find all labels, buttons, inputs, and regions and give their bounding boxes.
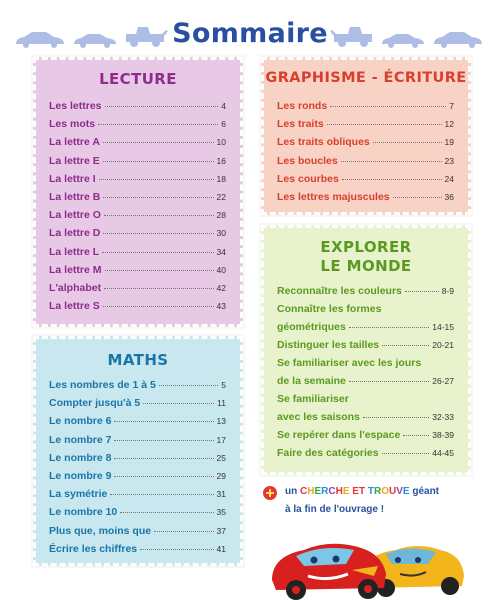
cherche-letter: C xyxy=(328,486,336,497)
lecture-section xyxy=(33,57,243,327)
lecture-entry-label: La lettre E xyxy=(49,154,100,167)
leader-dots xyxy=(327,124,442,125)
maths-entry-page: 41 xyxy=(216,543,226,554)
trouve-letter: E xyxy=(402,486,410,497)
leader-dots xyxy=(99,179,214,180)
lecture-entry-label: La lettre L xyxy=(49,245,100,258)
leader-dots xyxy=(403,435,429,436)
lecture-entry-page: 18 xyxy=(216,173,226,184)
leader-dots xyxy=(103,197,213,198)
graphisme-entry xyxy=(277,136,454,154)
maths-entry-label: Compter jusqu'à 5 xyxy=(49,397,141,410)
lecture-entry xyxy=(49,100,226,118)
cherche-word xyxy=(300,486,350,497)
trouve-letter: R xyxy=(373,486,382,497)
lecture-entry-page: 34 xyxy=(216,246,226,257)
maths-entry-label: Le nombre 6 xyxy=(49,415,112,428)
graphisme-entry xyxy=(277,155,454,173)
lecture-entry xyxy=(49,264,226,282)
lecture-entry-label: La lettre O xyxy=(49,209,101,222)
trouve-letter: O xyxy=(381,486,389,497)
lecture-entry-page: 30 xyxy=(216,228,226,239)
header xyxy=(0,8,500,56)
maths-entry-page: 11 xyxy=(217,398,226,409)
explorer-entry-page: 32-33 xyxy=(432,412,454,422)
maths-entry-page: 31 xyxy=(216,489,226,500)
explorer-section xyxy=(261,225,471,475)
explorer-entry-page: 14-15 xyxy=(432,322,454,332)
lecture-entry-label: Les mots xyxy=(49,118,96,131)
leader-dots xyxy=(341,161,442,162)
graphisme-entry-label: Les traits obliques xyxy=(277,136,370,149)
graphisme-section xyxy=(261,57,471,215)
lecture-entry xyxy=(49,173,226,191)
explorer-entry-page: 8-9 xyxy=(441,286,454,296)
leader-dots xyxy=(382,453,430,454)
leader-dots xyxy=(382,345,429,346)
graphisme-list xyxy=(277,100,454,212)
leader-dots xyxy=(114,476,213,477)
leader-dots xyxy=(103,142,214,143)
lecture-entry-page: 40 xyxy=(216,264,226,275)
lecture-entry-label: La lettre I xyxy=(49,172,96,185)
maths-entry xyxy=(49,470,226,488)
cherche-letter: R xyxy=(321,486,329,497)
red-race-car-icon xyxy=(272,544,386,600)
explorer-entry-label: Reconnaître les couleurs xyxy=(277,285,402,297)
leader-dots xyxy=(342,179,442,180)
leader-dots xyxy=(154,531,213,532)
leader-dots xyxy=(114,440,213,441)
explorer-entry xyxy=(277,429,454,447)
maths-entry xyxy=(49,415,226,433)
maths-entry xyxy=(49,434,226,452)
maths-entry xyxy=(49,379,226,397)
explorer-entry xyxy=(277,339,454,357)
trouve-letter: U xyxy=(388,486,397,497)
explorer-entry-label: Se repérer dans l'espace xyxy=(277,429,401,441)
page-title: Sommaire xyxy=(172,18,328,49)
maths-entry xyxy=(49,543,226,561)
graphisme-entry-label: Les courbes xyxy=(277,172,339,185)
promo-suffix: géant xyxy=(412,486,440,497)
explorer-entry-label-line1: Connaître les formes xyxy=(277,303,382,315)
leader-dots xyxy=(114,458,213,459)
explorer-entry-page: 38-39 xyxy=(432,430,454,440)
lecture-entry-page: 28 xyxy=(216,210,226,221)
maths-entry-label: Le nombre 8 xyxy=(49,451,112,464)
leader-dots xyxy=(405,291,439,292)
graphisme-entry xyxy=(277,191,454,209)
graphisme-entry-page: 23 xyxy=(444,155,454,166)
leader-dots xyxy=(114,421,213,422)
lecture-entry xyxy=(49,191,226,209)
lecture-entry-page: 16 xyxy=(216,155,226,166)
leader-dots xyxy=(330,106,446,107)
maths-entry xyxy=(49,488,226,506)
lecture-entry-label: Les lettres xyxy=(49,100,102,112)
lecture-entry-label: La lettre M xyxy=(49,263,102,276)
cars-illustration xyxy=(268,520,468,600)
maths-entry-label: Écrire les chiffres xyxy=(49,542,138,555)
lecture-entry-label: L'alphabet xyxy=(49,282,102,294)
cherche-letter: E xyxy=(314,486,322,497)
graphisme-entry-label: Les ronds xyxy=(277,100,328,112)
lecture-entry xyxy=(49,209,226,227)
leader-dots xyxy=(105,270,214,271)
maths-list xyxy=(49,379,226,561)
maths-entry xyxy=(49,397,226,415)
lecture-entry-page: 43 xyxy=(216,301,226,312)
explorer-entry-label: Faire des catégories xyxy=(277,447,379,459)
explorer-list xyxy=(277,285,454,470)
explorer-entry-page: 44-45 xyxy=(432,448,454,458)
maths-section xyxy=(33,336,243,566)
graphisme-entry xyxy=(277,100,454,118)
explorer-entry-label-line2: de la semaine xyxy=(277,375,346,387)
leader-dots xyxy=(159,385,218,386)
maths-entry-page: 37 xyxy=(216,525,226,536)
leader-dots xyxy=(104,288,213,289)
maths-entry-page: 5 xyxy=(221,380,226,390)
lecture-entry xyxy=(49,155,226,173)
graphisme-entry-page: 36 xyxy=(444,192,454,202)
explorer-entry xyxy=(277,285,454,303)
lecture-entry xyxy=(49,227,226,245)
graphisme-title: GRAPHISME - ÉCRITURE xyxy=(265,70,467,86)
trouve-word xyxy=(368,486,410,497)
maths-entry-label: La symétrie xyxy=(49,488,108,501)
graphisme-entry-label: Les lettres majuscules xyxy=(277,191,390,203)
explorer-entry-page: 20-21 xyxy=(432,340,454,350)
lecture-entry-label: La lettre S xyxy=(49,300,100,313)
leader-dots xyxy=(363,417,429,418)
leader-dots xyxy=(98,124,218,125)
maths-entry-page: 35 xyxy=(216,507,226,518)
lecture-title: LECTURE xyxy=(99,70,177,88)
explorer-title-line2: LE MONDE xyxy=(320,257,412,275)
lecture-entry xyxy=(49,118,226,136)
explorer-entry-label-line2: géométriques xyxy=(277,321,346,333)
maths-entry xyxy=(49,506,226,524)
maths-entry xyxy=(49,525,226,543)
lecture-entry xyxy=(49,300,226,318)
lecture-entry-label: La lettre A xyxy=(49,136,100,149)
maths-entry-label: Le nombre 7 xyxy=(49,433,112,446)
maths-entry-label: Le nombre 9 xyxy=(49,470,112,482)
explorer-entry-label-line2: avec les saisons xyxy=(277,411,360,423)
leader-dots xyxy=(103,233,213,234)
explorer-entry xyxy=(277,321,454,339)
lecture-entry xyxy=(49,136,226,154)
cherche-letter: E xyxy=(342,486,350,497)
explorer-title-line1: EXPLORER xyxy=(320,238,412,256)
leader-dots xyxy=(393,197,442,198)
explorer-entry xyxy=(277,447,454,465)
leader-dots xyxy=(140,549,213,550)
promo-line-1 xyxy=(285,486,439,497)
leader-dots xyxy=(349,381,429,382)
graphisme-entry-page: 12 xyxy=(444,119,454,130)
lecture-entry-page: 4 xyxy=(221,101,226,111)
car-silhouette-icon xyxy=(380,32,426,48)
maths-entry xyxy=(49,452,226,470)
leader-dots xyxy=(104,215,214,216)
explorer-entry xyxy=(277,375,454,393)
cherche-letter: H xyxy=(307,486,315,497)
cherche-letter: H xyxy=(335,486,343,497)
graphisme-entry-page: 7 xyxy=(449,101,454,111)
cherche-letter: C xyxy=(300,486,308,497)
leader-dots xyxy=(102,252,213,253)
graphisme-entry-page: 19 xyxy=(444,137,454,148)
leader-dots xyxy=(373,142,442,143)
lecture-entry-page: 22 xyxy=(216,192,226,202)
maths-entry-page: 13 xyxy=(216,416,226,427)
lecture-entry-label: La lettre D xyxy=(49,227,101,240)
maths-entry-label: Le nombre 10 xyxy=(49,506,118,519)
graphisme-entry-label: Les boucles xyxy=(277,154,338,167)
maths-entry-page: 17 xyxy=(216,434,226,445)
maths-entry-label: Plus que, moins que xyxy=(49,524,152,537)
explorer-entry-label: Distinguer les tailles xyxy=(277,339,380,351)
lecture-entry xyxy=(49,246,226,264)
lecture-list xyxy=(49,100,226,320)
graphisme-entry xyxy=(277,173,454,191)
car-silhouette-icon xyxy=(432,30,484,48)
maths-entry-page: 29 xyxy=(216,471,226,481)
maths-entry-page: 25 xyxy=(216,452,226,463)
tow-truck-silhouette-icon xyxy=(328,22,376,48)
lecture-entry xyxy=(49,282,226,300)
lecture-entry-page: 10 xyxy=(216,137,226,148)
leader-dots xyxy=(110,494,213,495)
promo-line-2: à la fin de l'ouvrage ! xyxy=(285,504,385,515)
promo-et: ET xyxy=(352,486,366,497)
graphisme-entry xyxy=(277,118,454,136)
explorer-entry xyxy=(277,411,454,429)
lecture-entry-label: La lettre B xyxy=(49,191,101,203)
graphisme-entry-label: Les traits xyxy=(277,118,324,131)
leader-dots xyxy=(143,403,214,404)
trouve-letter: T xyxy=(367,486,374,497)
trouve-letter: V xyxy=(396,486,403,497)
explorer-entry-label-line1: Se familiariser xyxy=(277,393,349,405)
explorer-entry-label-line1: Se familiariser avec les jours xyxy=(277,357,422,369)
lecture-entry-page: 6 xyxy=(221,119,226,130)
maths-title: MATHS xyxy=(107,351,169,369)
leader-dots xyxy=(120,512,213,513)
leader-dots xyxy=(103,306,214,307)
explorer-entry-page: 26-27 xyxy=(432,376,454,386)
leader-dots xyxy=(105,106,219,107)
graphisme-entry-page: 24 xyxy=(444,173,454,184)
leader-dots xyxy=(349,327,429,328)
promo-prefix: un xyxy=(285,486,298,497)
plus-icon xyxy=(263,486,277,500)
leader-dots xyxy=(103,161,214,162)
maths-entry-label: Les nombres de 1 à 5 xyxy=(49,379,156,391)
lecture-entry-page: 42 xyxy=(216,283,226,293)
